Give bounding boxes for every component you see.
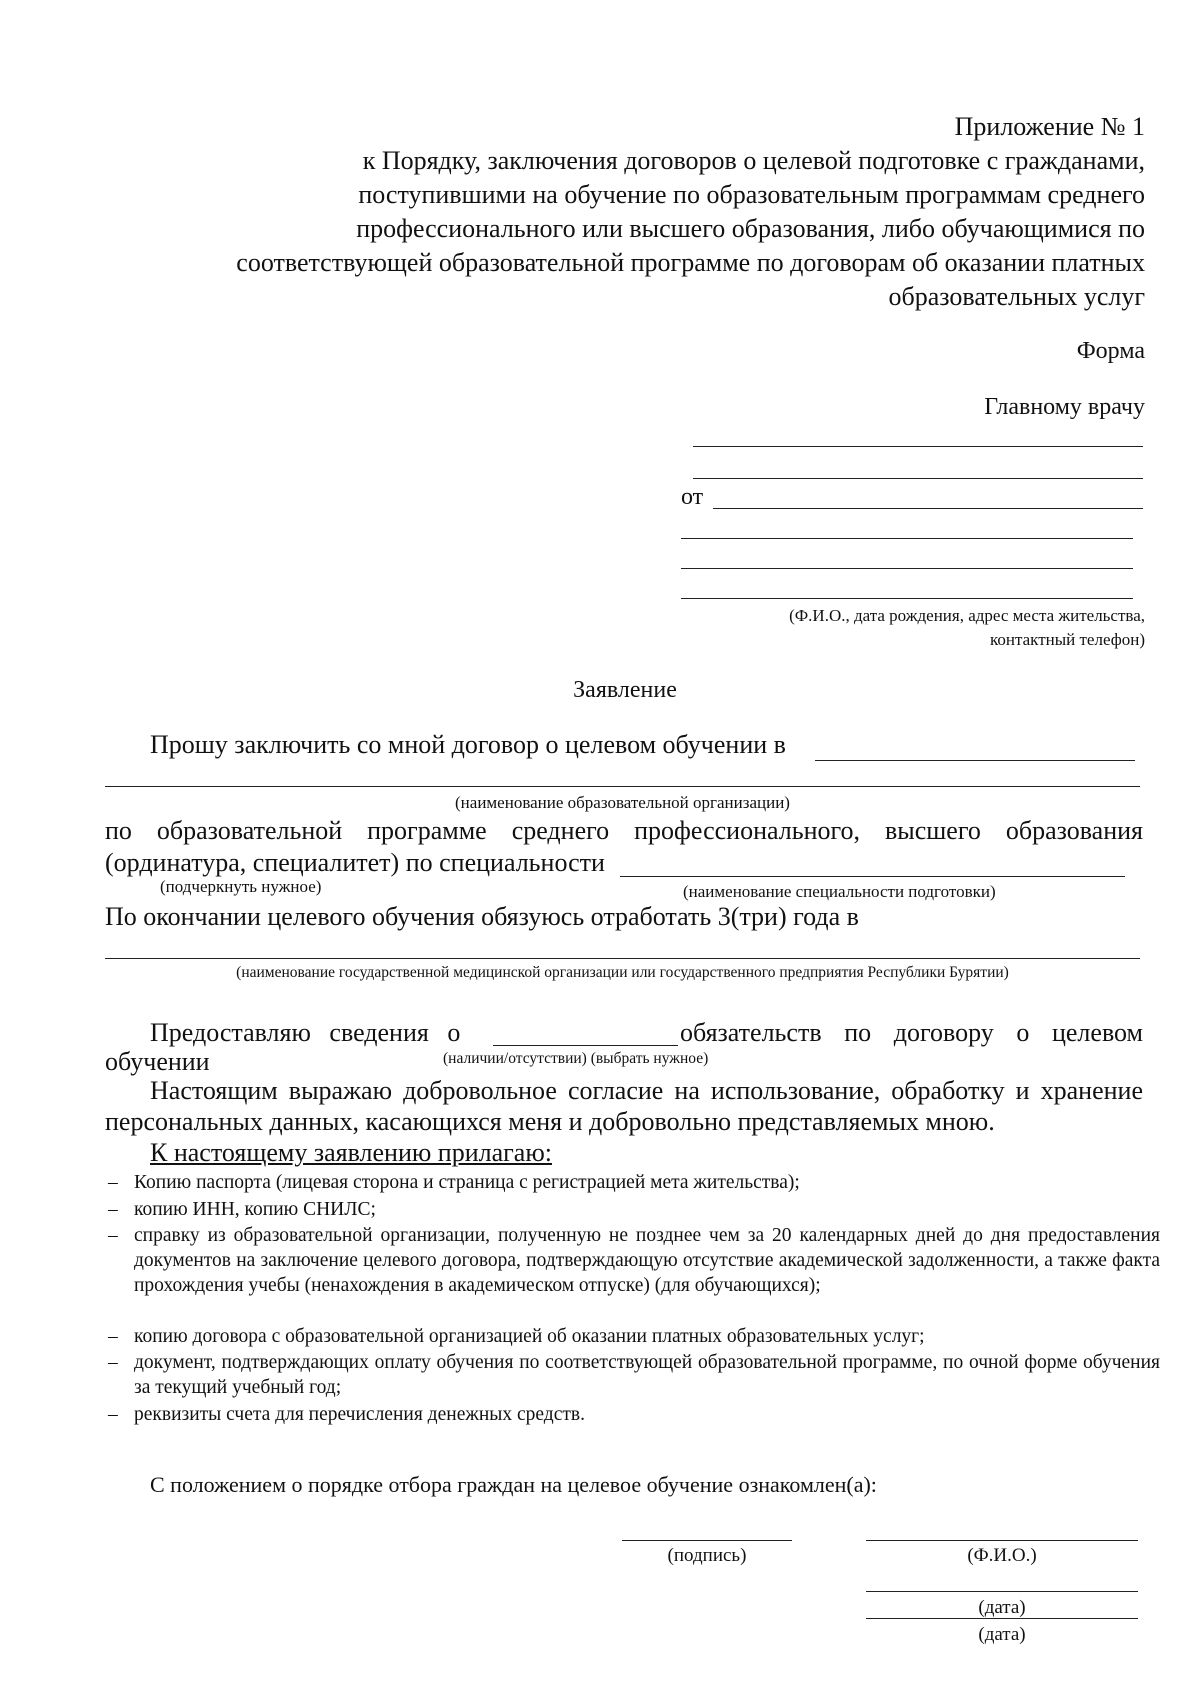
dash-bullet: –	[108, 1172, 118, 1193]
program-line: по образовательной программе среднего профессионального, высшего образования	[105, 816, 1143, 845]
dash-bullet: –	[108, 1352, 118, 1373]
dash-bullet: –	[108, 1326, 118, 1347]
date-caption-1: (дата)	[978, 1597, 1026, 1618]
name-line[interactable]	[866, 1540, 1138, 1541]
from-line-4[interactable]	[681, 598, 1133, 599]
date-line-2[interactable]	[866, 1618, 1138, 1619]
obligation-line: По окончании целевого обучения обязуюсь отработать 3(три) года в	[105, 902, 859, 931]
addressee-line-2[interactable]	[693, 478, 1143, 479]
appendix-label: Приложение № 1	[954, 112, 1145, 141]
info-start: Предоставляю сведения о	[150, 1018, 461, 1047]
attachment-text: реквизиты счета для перечисления денежных средств.	[134, 1404, 585, 1425]
info-input-line[interactable]	[493, 1045, 678, 1046]
attachment-item	[108, 1350, 1160, 1400]
header-line-1: к Порядку, заключения договоров о целевой подготовке с гражданами,	[362, 146, 1145, 175]
signature-line[interactable]	[622, 1540, 792, 1541]
attachment-text: Копию паспорта (лицевая сторона и страница с регистрацией мета жительства);	[134, 1172, 800, 1193]
request-line: Прошу заключить со мной договор о целевом обучении в	[150, 730, 786, 759]
header-line-5: образовательных услуг	[888, 282, 1145, 311]
dash-bullet: –	[108, 1404, 118, 1425]
addressee-label: Главному врачу	[984, 394, 1145, 420]
info-cont: обучении	[105, 1047, 210, 1076]
attachment-text: копию договора с образовательной организацией об оказании платных образовательных услуг;	[134, 1326, 925, 1347]
attachment-item	[108, 1170, 1160, 1195]
date-line-1[interactable]	[866, 1591, 1138, 1592]
consent-line-1: Настоящим выражаю добровольное согласие на использование, обработку и хранение	[150, 1076, 1143, 1105]
signature-caption: (подпись)	[667, 1545, 747, 1566]
specialty-caption: (наименование специальности подготовки)	[683, 882, 996, 901]
specialty-input-line[interactable]	[620, 876, 1125, 877]
acknowledgement: С положением о порядке отбора граждан на целевое обучение ознакомлен(а):	[150, 1472, 877, 1497]
org-line-1[interactable]	[815, 760, 1135, 761]
dash-bullet: –	[108, 1199, 118, 1220]
org-line-2[interactable]	[105, 786, 1140, 787]
attachment-item	[108, 1324, 1160, 1349]
date-caption-2: (дата)	[978, 1624, 1026, 1645]
specialty-line: (ординатура, специалитет) по специальности	[105, 848, 605, 877]
attachment-item	[108, 1402, 1160, 1427]
attachment-item	[108, 1197, 1160, 1222]
attachment-text: справку из образовательной организации, полученную не позднее чем за 20 календарных дней до дня предоставления документов на заключение целевого договора, подтверждающую отсутствие академической задолженности, а также факта прохождения учебы (ненахождения в академическом отпуске) (для обучающихся);	[134, 1225, 1160, 1296]
addressee-line-1[interactable]	[693, 446, 1143, 447]
attachment-item	[108, 1223, 1160, 1298]
org-caption: (наименование образовательной организации)	[455, 793, 790, 812]
dash-bullet: –	[108, 1225, 118, 1246]
attachment-text: копию ИНН, копию СНИЛС;	[134, 1199, 376, 1220]
medorg-line[interactable]	[105, 958, 1140, 959]
header-line-2: поступившими на обучение по образовательным программам среднего	[358, 180, 1145, 209]
attach-header: К настоящему заявлению прилагаю:	[150, 1138, 552, 1167]
from-caption-2: контактный телефон)	[990, 630, 1145, 649]
header-line-4: соответствующей образовательной программе по договорам об оказании платных	[236, 248, 1145, 277]
from-caption-1: (Ф.И.О., дата рождения, адрес места жительства,	[789, 606, 1145, 625]
from-line-3[interactable]	[681, 568, 1133, 569]
attachment-text: документ, подтверждающих оплату обучения по соответствующей образовательной программе, по очной форме обучения за текущий учебный год;	[134, 1352, 1160, 1398]
from-label: от	[681, 484, 704, 510]
name-caption: (Ф.И.О.)	[967, 1545, 1037, 1566]
info-end: обязательств по договору о целевом	[680, 1018, 1143, 1047]
consent-line-2: персональных данных, касающихся меня и добровольно представляемых мною.	[105, 1107, 995, 1136]
document-title: Заявление	[573, 677, 677, 703]
header-line-3: профессионального или высшего образования, либо обучающимися по	[356, 214, 1145, 243]
info-caption: (наличии/отсутствии) (выбрать нужное)	[443, 1050, 709, 1067]
form-label: Форма	[1076, 338, 1145, 364]
from-line-2[interactable]	[681, 538, 1133, 539]
medorg-caption: (наименование государственной медицинской организации или государственного предприятия Республики Бурятии)	[236, 964, 1009, 981]
from-line-1[interactable]	[713, 508, 1143, 509]
underline-caption: (подчеркнуть нужное)	[160, 877, 322, 896]
